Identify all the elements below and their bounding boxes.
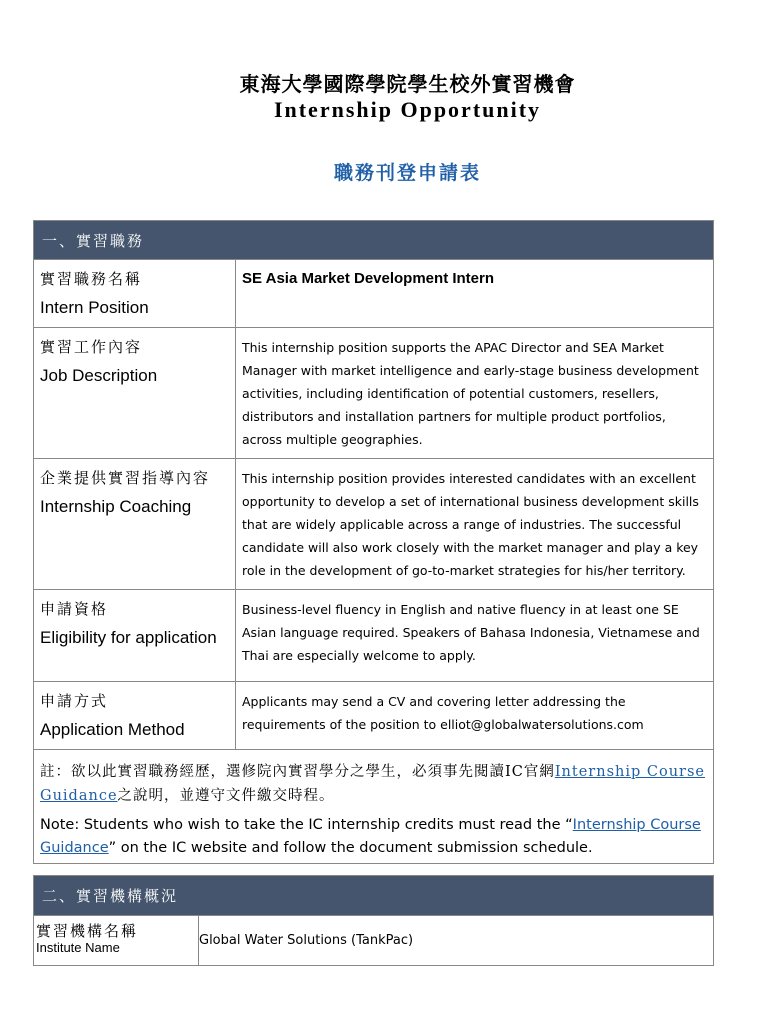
section-internship-position (33, 220, 714, 864)
label-zh: 申請方式 (40, 692, 109, 710)
note-en-prefix: Note: Students who wish to take the IC internship credits must read the “ (40, 817, 573, 833)
label-en: Intern Position (40, 298, 149, 317)
section-heading-2: 二、實習機構概況 (34, 876, 714, 916)
note-chinese (40, 760, 707, 808)
form-title: 職務刊登申請表 (333, 162, 481, 184)
row-note (34, 750, 714, 864)
label-zh: 實習職務名稱 (40, 270, 143, 288)
note-zh-suffix: 之說明，並遵守文件繳交時程。 (117, 788, 335, 804)
row-eligibility (34, 590, 714, 682)
section-heading-1: 一、實習職務 (34, 221, 714, 260)
row-job-description (34, 328, 714, 459)
label-en: Job Description (40, 366, 158, 385)
label-zh: 企業提供實習指導內容 (40, 469, 211, 487)
value-job-description: This internship position supports the APAC Director and SEA Market Manager with market intelligence and early-stage business development activities, including identification of potential customers, resellers, distributors and installation partners for multiple product portfolios, across multiple geographies. (236, 328, 714, 459)
label-zh: 申請資格 (40, 600, 109, 618)
value-internship-coaching: This internship position provides interested candidates with an excellent opportunity to develop a set of international business development skills that are widely applicable across a range of industries. The successful candidate will also work closely with the market manager and play a key role in the development of go-to-market strategies for his/her territory. (236, 459, 714, 590)
row-intern-position (34, 260, 714, 328)
row-internship-coaching (34, 459, 714, 590)
label-zh: 實習工作內容 (40, 338, 143, 356)
internship-course-guidance-link[interactable]: Internship Course Guidance (40, 764, 705, 804)
section-institute-overview (33, 875, 714, 966)
label-en: Internship Coaching (40, 497, 192, 516)
value-eligibility: Business-level fluency in English and native fluency in at least one SE Asian language required. Speakers of Bahasa Indonesia, Vietnamese and Thai are especially welcome to apply. (236, 590, 714, 682)
value-application-method: Applicants may send a CV and covering letter addressing the requirements of the position to elliot@globalwatersolutions.com (236, 682, 714, 750)
value-institute-name: Global Water Solutions (TankPac) (199, 916, 714, 966)
row-application-method (34, 682, 714, 750)
label-en: Institute Name (36, 940, 120, 955)
row-institute-name (34, 916, 714, 966)
label-zh: 實習機構名稱 (36, 922, 139, 940)
note-zh-prefix: 註：欲以此實習職務經歷，選修院內實習學分之學生，必須事先閱讀IC官網 (40, 764, 555, 780)
label-en: Application Method (40, 720, 185, 739)
value-intern-position: SE Asia Market Development Intern (236, 260, 714, 328)
label-en: Eligibility for application (40, 628, 217, 647)
internship-course-guidance-link-en[interactable]: Internship Course Guidance (40, 817, 701, 856)
note-english (40, 814, 707, 860)
title-chinese: 東海大學國際學院學生校外實習機會 (239, 72, 576, 96)
title-english: Internship Opportunity (273, 97, 542, 122)
note-en-suffix: ” on the IC website and follow the document submission schedule. (108, 840, 593, 856)
